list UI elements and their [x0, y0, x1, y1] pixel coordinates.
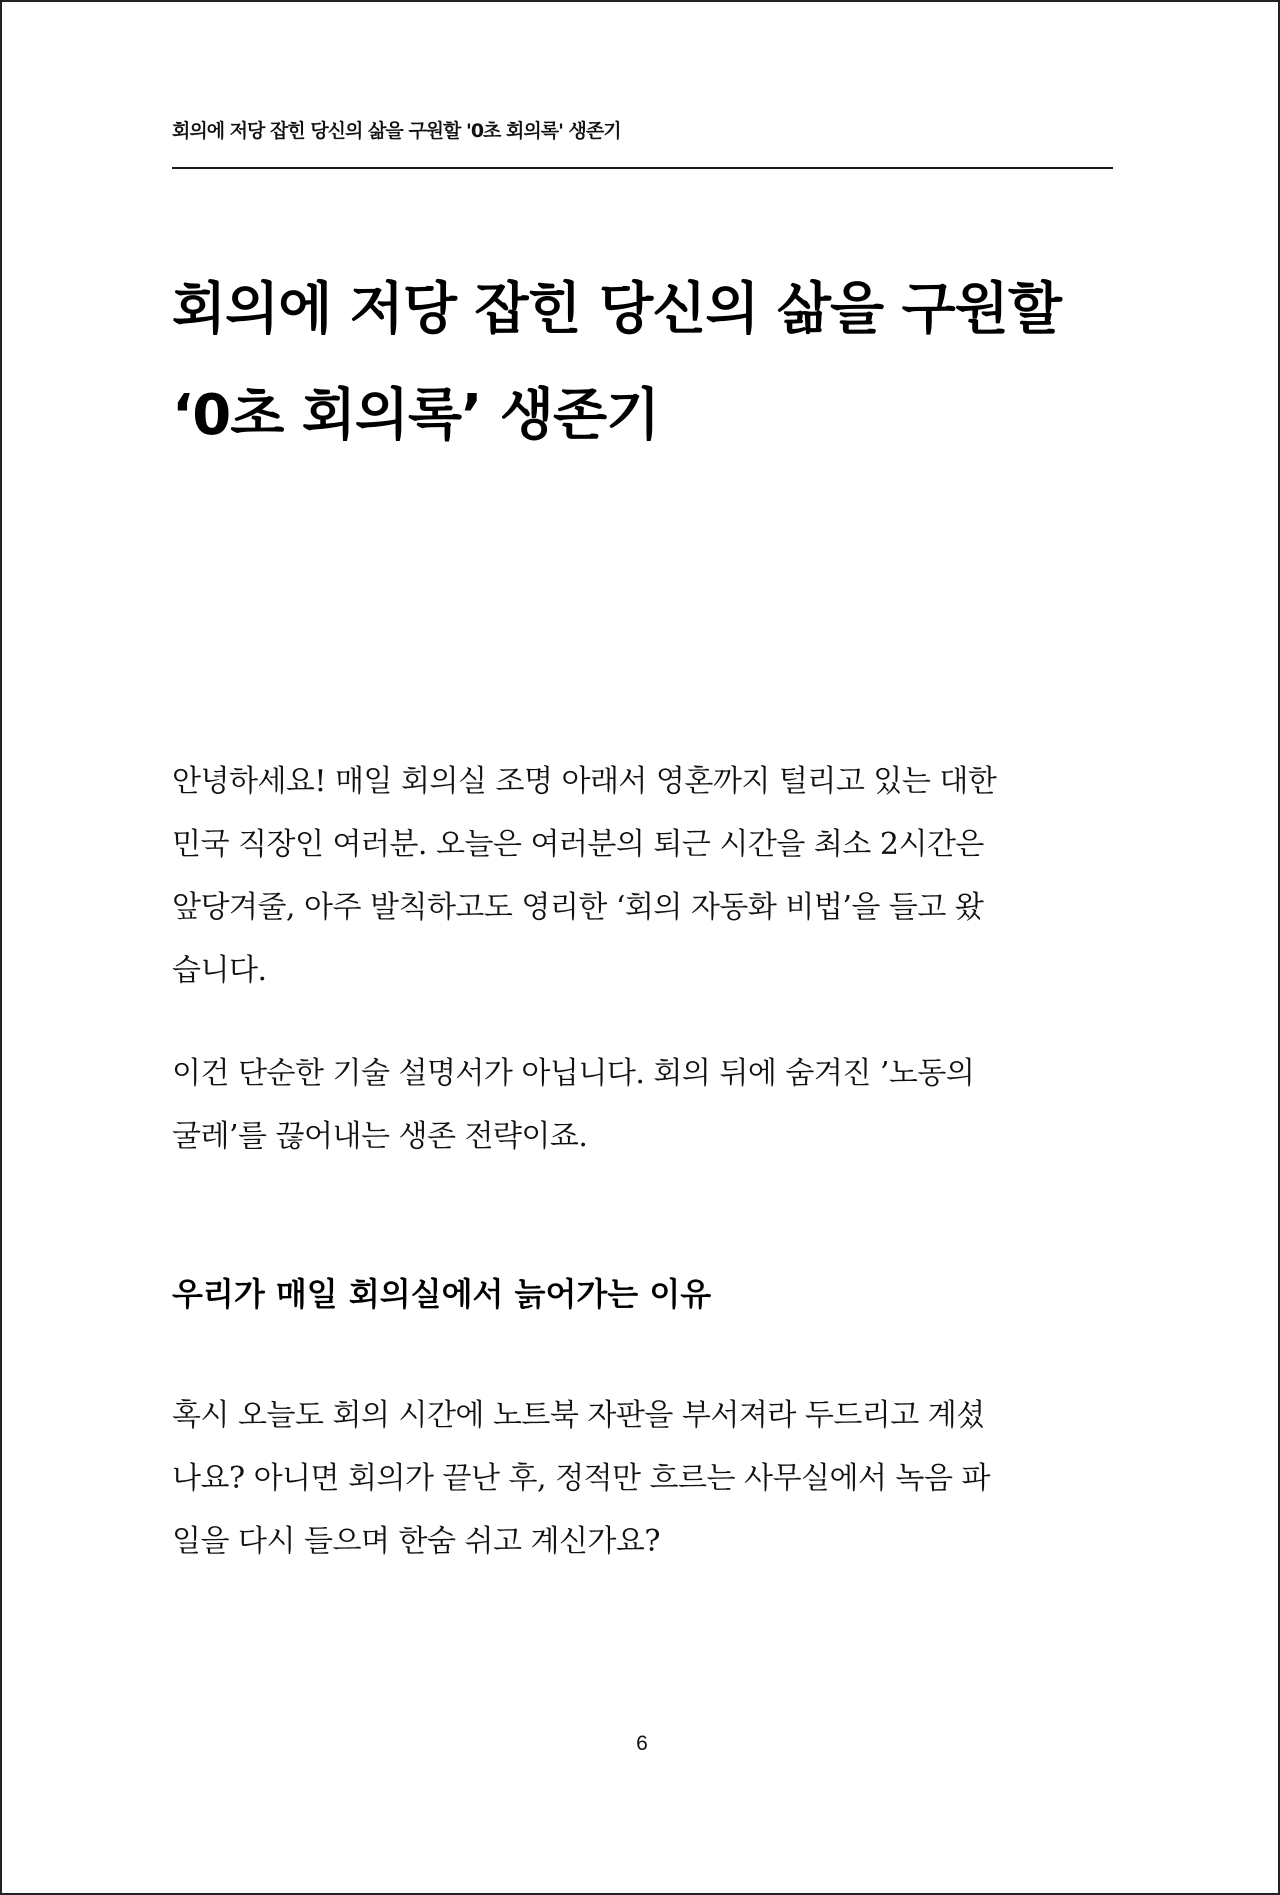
- page-title: [172, 257, 1132, 469]
- section-paragraph-1: [172, 1384, 1117, 1573]
- text-line: 습니다.: [172, 953, 267, 988]
- text-line: 굴레’를 끊어내는 생존 전략이죠.: [172, 1119, 588, 1154]
- title-line: 회의에 저당 잡힌 당신의 삶을 구원할: [172, 277, 1061, 342]
- header-divider: [172, 167, 1113, 169]
- intro-paragraph-1: [172, 750, 1117, 1002]
- text-line: 혹시 오늘도 회의 시간에 노트북 자판을 부서져라 두드리고 계셨: [172, 1398, 985, 1433]
- text-line: 민국 직장인 여러분. 오늘은 여러분의 퇴근 시간을 최소 2시간은: [172, 827, 984, 862]
- intro-paragraph-2: [172, 1042, 1117, 1168]
- text-line: 이건 단순한 기술 설명서가 아닙니다. 회의 뒤에 숨겨진 ’노동의: [172, 1056, 975, 1091]
- section-heading: 우리가 매일 회의실에서 늙어가는 이유: [172, 1275, 712, 1313]
- text-line: 나요? 아니면 회의가 끝난 후, 정적만 흐르는 사무실에서 녹음 파: [172, 1461, 990, 1496]
- text-line: 안녕하세요! 매일 회의실 조명 아래서 영혼까지 털리고 있는 대한: [172, 764, 997, 799]
- page-number: 6: [636, 1732, 648, 1755]
- title-line: ‘0초 회의록’ 생존기: [172, 383, 660, 448]
- text-line: 일을 다시 들으며 한숨 쉬고 계신가요?: [172, 1524, 660, 1559]
- running-header: 회의에 저당 잡힌 당신의 삶을 구원할 '0초 회의록' 생존기: [172, 120, 621, 142]
- text-line: 앞당겨줄, 아주 발칙하고도 영리한 ‘회의 자동화 비법’을 들고 왔: [172, 890, 984, 925]
